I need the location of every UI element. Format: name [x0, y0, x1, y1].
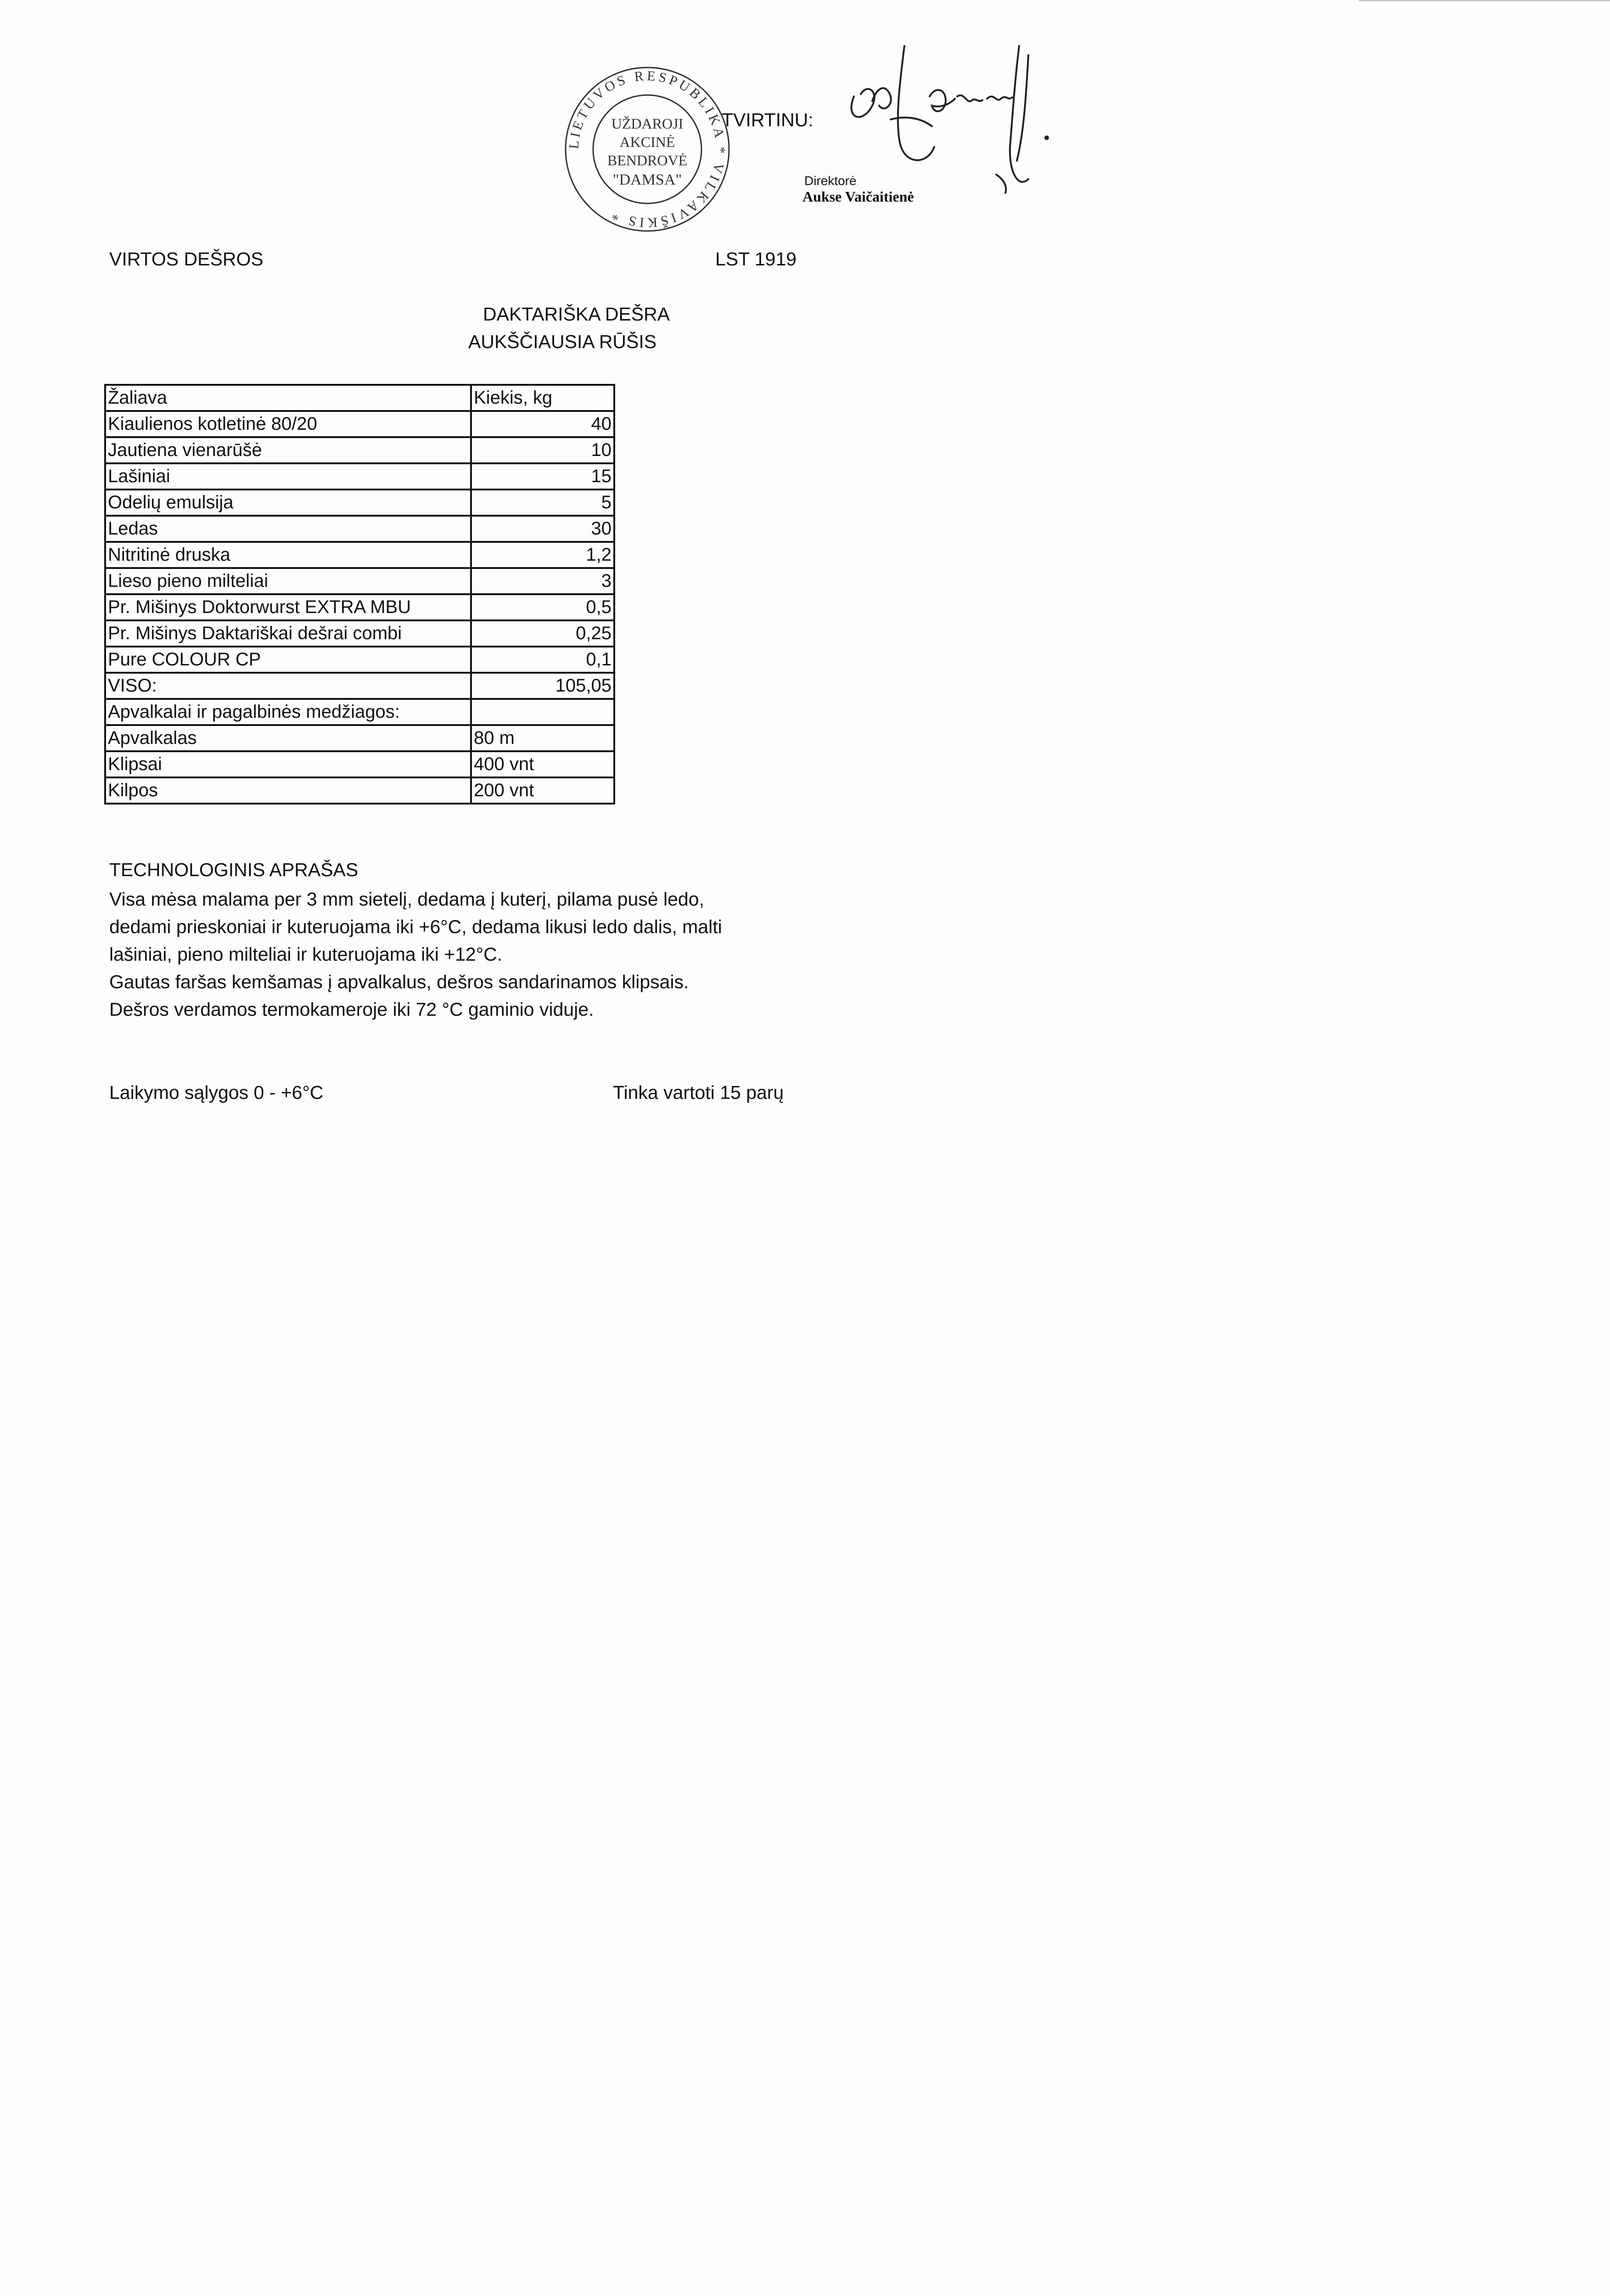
table-row — [105, 490, 614, 516]
ingredient-name: Lieso pieno milteliai — [105, 568, 471, 594]
product-grade: AUKŠČIAUSIA RŪŠIS — [468, 331, 657, 352]
ingredient-amount: 0,5 — [471, 594, 614, 620]
ingredient-amount: 1,2 — [471, 542, 614, 568]
table-row — [105, 647, 614, 673]
table-header-row — [105, 385, 614, 411]
table-row — [105, 516, 614, 542]
ingredient-amount: 5 — [471, 490, 614, 516]
top-edge-line — [1359, 0, 1610, 1]
director-signature — [836, 28, 1056, 202]
ingredient-name: Ledas — [105, 516, 471, 542]
casing-amount: 400 vnt — [471, 751, 614, 777]
casing-name: Klipsai — [105, 751, 471, 777]
standard-code: LST 1919 — [715, 248, 797, 270]
table-row — [105, 751, 614, 777]
product-category: VIRTOS DEŠROS — [109, 248, 264, 270]
table-row — [105, 620, 614, 647]
storage-conditions: Laikymo sąlygos 0 - +6°C — [109, 1082, 324, 1103]
casing-name: Kilpos — [105, 777, 471, 804]
ingredient-amount: 0,1 — [471, 647, 614, 673]
ingredient-amount: 10 — [471, 437, 614, 463]
ingredient-amount: 30 — [471, 516, 614, 542]
table-row — [105, 777, 614, 804]
total-amount: 105,05 — [471, 673, 614, 699]
ingredient-name: Nitritinė druska — [105, 542, 471, 568]
company-stamp — [558, 64, 737, 234]
ingredient-amount: 3 — [471, 568, 614, 594]
technology-heading: TECHNOLOGINIS APRAŠAS — [109, 859, 359, 880]
table-row — [105, 411, 614, 437]
table-row — [105, 568, 614, 594]
casing-name: Apvalkalas — [105, 725, 471, 751]
ingredient-name: Odelių emulsija — [105, 490, 471, 516]
stamp-ring-text: LIETUVOS RESPUBLIKA * VILKAVIŠKIS * — [566, 68, 729, 231]
ingredient-name: Lašiniai — [105, 463, 471, 490]
director-title: Direktorė — [804, 174, 857, 188]
ingredient-amount: 40 — [471, 411, 614, 437]
table-row — [105, 725, 614, 751]
ingredient-name: Pr. Mišinys Daktariškai dešrai combi — [105, 620, 471, 647]
ingredient-amount: 15 — [471, 463, 614, 490]
casings-heading: Apvalkalai ir pagalbinės medžiagos: — [105, 699, 471, 725]
technology-line: Visa mėsa malama per 3 mm sietelį, dedama į kuterį, pilama pusė ledo, — [109, 889, 704, 910]
product-name: DAKTARIŠKA DEŠRA — [483, 304, 670, 325]
total-row — [105, 673, 614, 699]
stamp-line-1: UŽDAROJI — [611, 115, 684, 132]
casings-heading-row — [105, 699, 614, 725]
director-name: Aukse Vaičaitienė — [802, 188, 914, 205]
technology-line: lašiniai, pieno milteliai ir kuteruojama iki +12°C. — [109, 944, 503, 965]
table-row — [105, 594, 614, 620]
casing-amount: 200 vnt — [471, 777, 614, 804]
technology-description — [109, 885, 722, 1023]
ingredient-name: Pr. Mišinys Doktorwurst EXTRA MBU — [105, 594, 471, 620]
ingredient-name: Pure COLOUR CP — [105, 647, 471, 673]
casing-amount: 80 m — [471, 725, 614, 751]
ingredient-name: Kiaulienos kotletinė 80/20 — [105, 411, 471, 437]
technology-line: Dešros verdamos termokameroje iki 72 °C gaminio viduje. — [109, 999, 594, 1020]
table-row — [105, 437, 614, 463]
column-header-ingredient: Žaliava — [105, 385, 471, 411]
shelf-life: Tinka vartoti 15 parų — [613, 1082, 784, 1103]
technology-line: dedami prieskoniai ir kuteruojama iki +6°C, dedama likusi ledo dalis, malti — [109, 916, 722, 937]
recipe-table — [104, 384, 615, 805]
approval-label: TVIRTINU: — [722, 109, 813, 130]
stamp-line-4: "DAMSA" — [612, 171, 682, 188]
empty-cell — [471, 699, 614, 725]
stamp-line-3: BENDROVĖ — [607, 152, 688, 169]
ingredient-amount: 0,25 — [471, 620, 614, 647]
ingredient-name: Jautiena vienarūšė — [105, 437, 471, 463]
table-row — [105, 542, 614, 568]
column-header-amount: Kiekis, kg — [471, 385, 614, 411]
technology-line: Gautas faršas kemšamas į apvalkalus, dešros sandarinamos klipsais. — [109, 971, 689, 992]
stamp-line-2: AKCINĖ — [619, 134, 675, 150]
total-label: VISO: — [105, 673, 471, 699]
table-row — [105, 463, 614, 490]
